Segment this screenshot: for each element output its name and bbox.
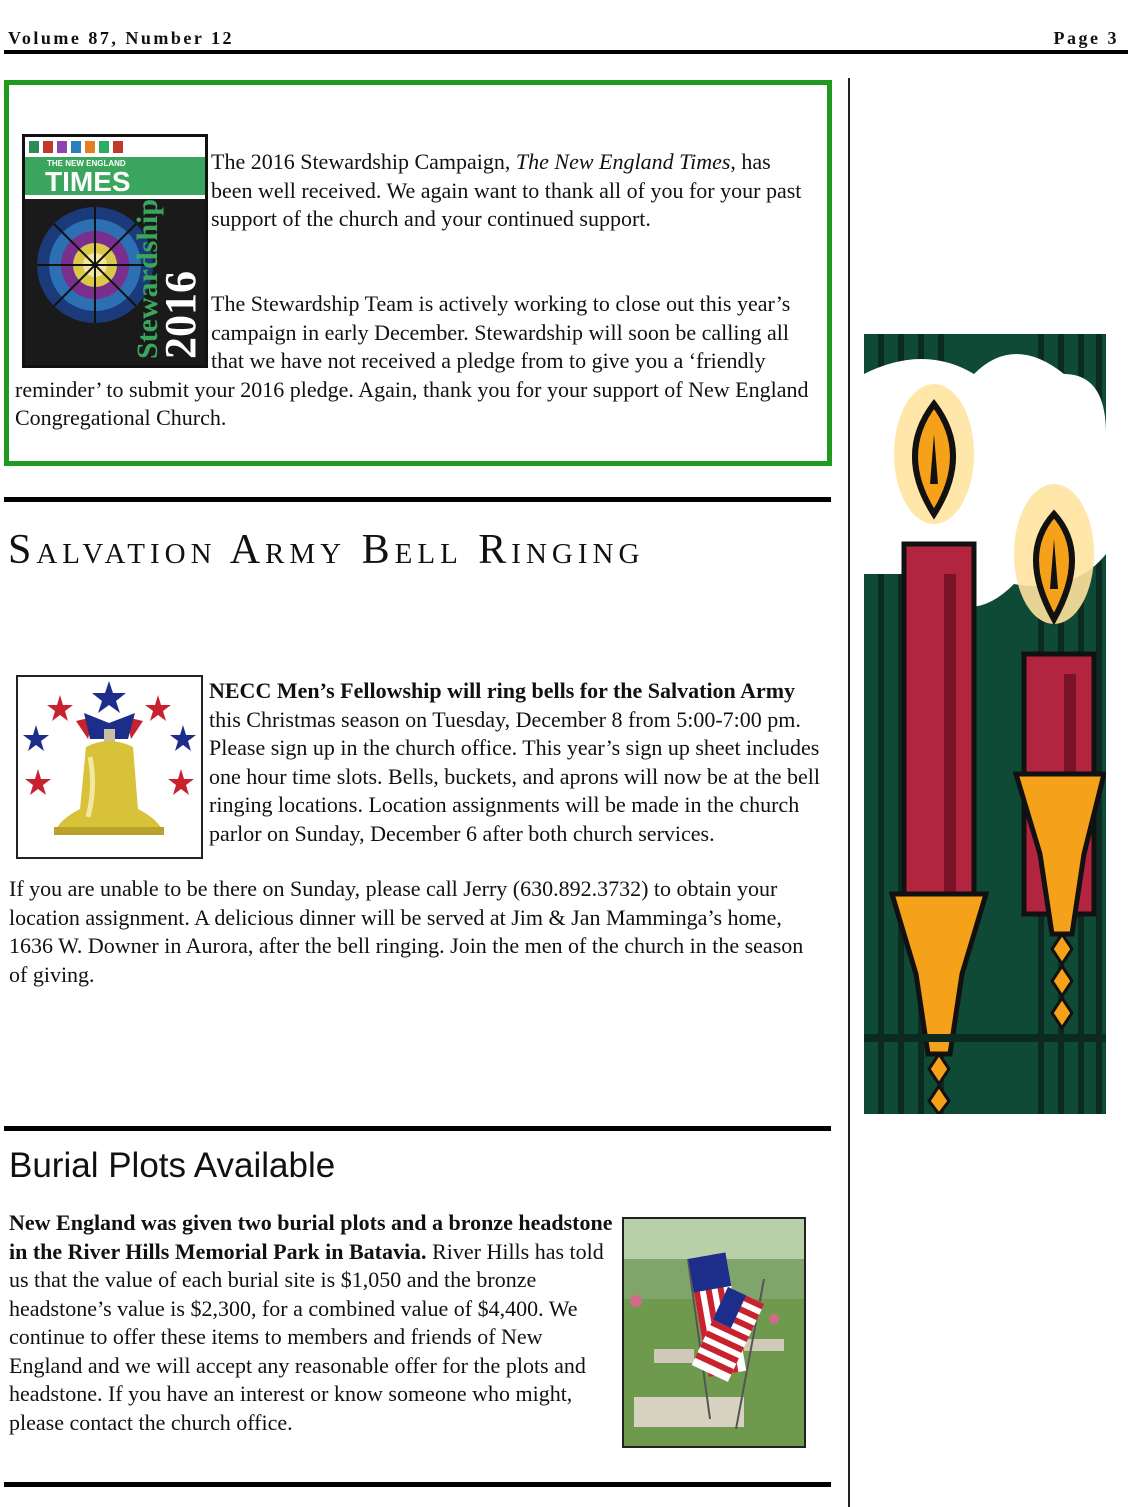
bell-ringing-rest: this Christmas season on Tuesday, December 8 from 5:00-7:00 pm. Please sign up in the church office. This year’s sign up sheet includes one hour time slots. Bells, buckets, and aprons will now be at the bell ringing locations. Location assignments will be made in the church parlor on Sunday, December 6 after both church services. bbox=[209, 706, 821, 846]
section-rule bbox=[4, 1482, 831, 1487]
stewardship-lead: The 2016 Stewardship Campaign, bbox=[211, 149, 516, 174]
header-rule bbox=[4, 50, 1128, 54]
stewardship-p1-rest: , has been well received. We again want to thank all of you for your past support of the church and your continued support. bbox=[211, 149, 802, 231]
stewardship-paragraph-2: The Stewardship Team is actively working to close out this year’s campaign in early December. Stewardship will soon be calling all that we have not received a pledge from to give you a ‘friendly reminder’ to submit your 2016 pledge. Again, thank you for your support of New England Congregational Church. bbox=[15, 291, 809, 430]
bell-ringing-continued bbox=[9, 875, 823, 989]
advent-candles-illustration bbox=[864, 334, 1106, 1114]
burial-paragraph bbox=[9, 1209, 619, 1437]
bell-ringing-paragraph bbox=[209, 677, 823, 848]
burial-rest: River Hills has told us that the value of each burial site is $1,050 and the bronze headstone’s value is $2,300, for a combined value of $4,400. We continue to offer these items to members and friends of New England and we will accept any reasonable offer for the plots and headstone. If you have an interest or know someone who might, please contact the church office. bbox=[9, 1238, 604, 1435]
volume-number: Volume 87, Number 12 bbox=[8, 28, 235, 48]
page-number: Page 3 bbox=[1053, 28, 1119, 48]
bell-ringing-lead: NECC Men’s Fellowship will ring bells for the Salvation Army bbox=[209, 678, 796, 703]
section-rule bbox=[4, 1126, 831, 1131]
cemetery-flags-photo bbox=[622, 1217, 806, 1448]
liberty-bell-stars-image bbox=[16, 675, 203, 859]
burial-plots-heading: Burial Plots Available bbox=[9, 1146, 336, 1185]
cover-year: 2016 bbox=[156, 271, 205, 359]
bell-ringing-continued-text: If you are unable to be there on Sunday, please call Jerry (630.892.3732) to obtain your location assignment. A delicious dinner will be served at Jim & Jan Mamminga’s home, 1636 W. Downer in Aurora, after the bell ringing. Join the men of the church in the season of giving. bbox=[9, 876, 804, 987]
section-rule bbox=[4, 497, 831, 502]
paper-title: The New England Times bbox=[515, 149, 731, 174]
column-divider bbox=[848, 78, 850, 1507]
burial-lead: New England was given two burial plots and a bronze headstone in the River Hills Memorial Park in Batavia. bbox=[9, 1210, 613, 1264]
cover-paper-sub: THE NEW ENGLAND bbox=[47, 159, 126, 168]
stewardship-paragraph-2-wrap bbox=[15, 290, 815, 433]
cover-paper-name: TIMES bbox=[45, 166, 131, 197]
bell-ringing-heading: Salvation Army Bell Ringing bbox=[8, 527, 645, 573]
cover-vertical-word: Stewardship bbox=[131, 198, 164, 359]
stewardship-paragraph-1 bbox=[211, 148, 811, 234]
